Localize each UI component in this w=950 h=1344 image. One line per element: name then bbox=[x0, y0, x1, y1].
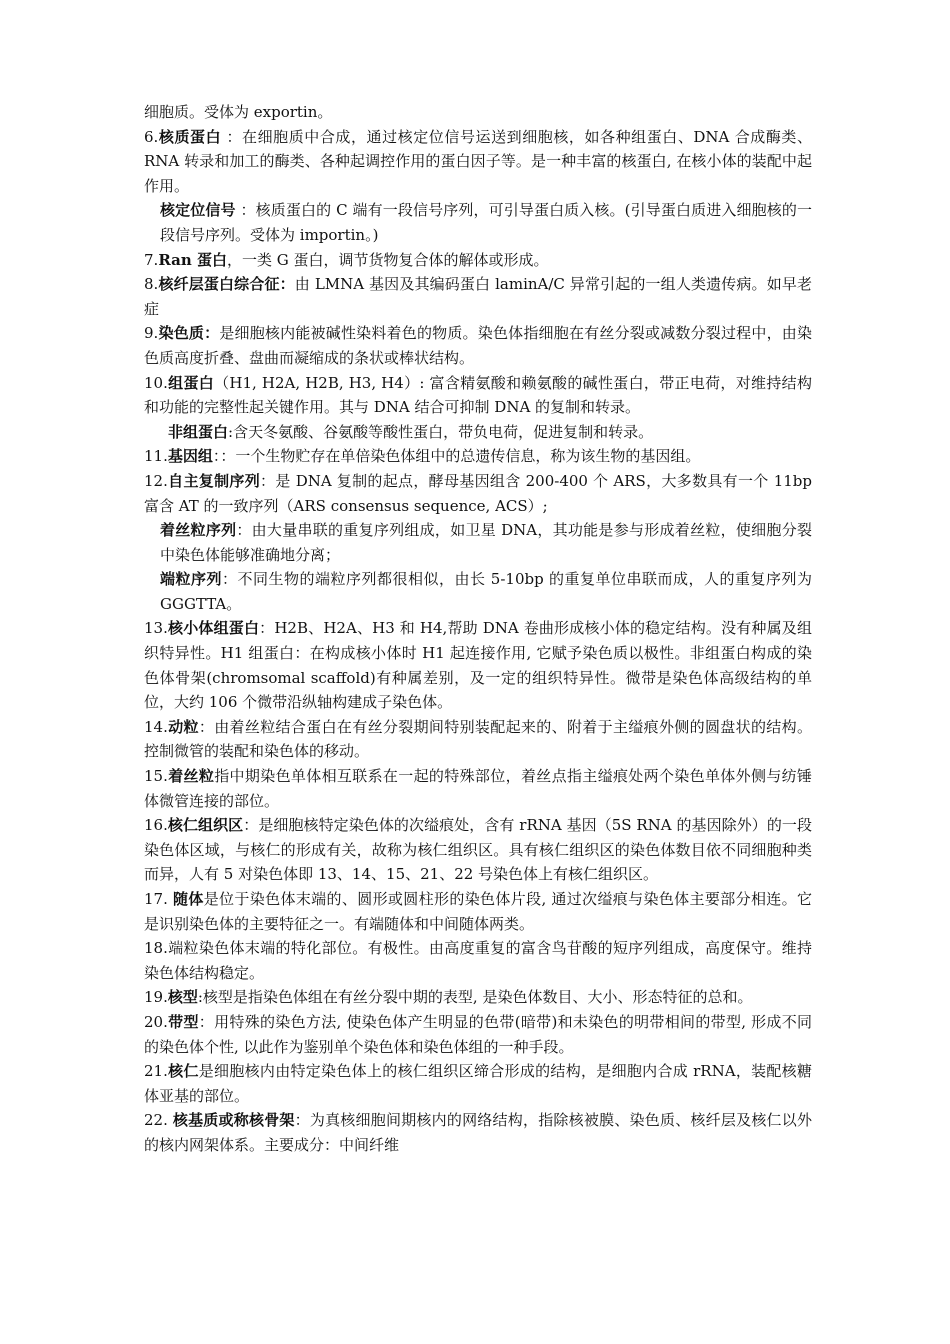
term-heading: 着丝粒序列 bbox=[160, 521, 237, 540]
paragraph-14 bbox=[144, 715, 812, 764]
paragraph-text: ：为真核细胞间期核内的网络结构，指除核被膜、染色质、核纤层及核仁以外的核内网架体系。主要成分：中间纤维 bbox=[144, 1111, 812, 1154]
paragraph-number: 17. bbox=[144, 890, 173, 908]
paragraph-text: :核型是指染色体组在有丝分裂中期的表型, 是染色体数目、大小、形态特征的总和。 bbox=[197, 988, 753, 1007]
term-heading: 自主复制序列 bbox=[167, 471, 261, 490]
paragraph-number: 10. bbox=[144, 373, 168, 392]
paragraph-text: :含天冬氨酸、谷氨酸等酸性蛋白，带负电荷，促进复制和转录。 bbox=[228, 422, 654, 441]
paragraph-number: 8. bbox=[144, 275, 159, 294]
paragraph-number: 19. bbox=[144, 988, 168, 1007]
paragraph-20 bbox=[144, 1010, 812, 1059]
paragraph-19 bbox=[144, 985, 812, 1010]
paragraph-centromere-seq bbox=[144, 518, 812, 567]
paragraph-text: ：H2B、H2A、H3 和 H4,帮助 DNA 卷曲形成核小体的稳定结构。没有种属及组织特异性。H1 组蛋白：在构成核小体时 H1 起连接作用, 它赋予染色质以极性。非组蛋白构成的染色体骨架(chromsomal scaffold)有种属差别，及一定的组织特异性。微带是染色体高级结构的单位，大约 106 个微带沿纵轴构建成子染色体。 bbox=[144, 619, 812, 712]
paragraph-text: ：：一个生物贮存在单倍染色体组中的总遗传信息，称为该生物的基因组。 bbox=[212, 447, 701, 466]
paragraph-number: 11. bbox=[144, 447, 168, 466]
paragraph-11 bbox=[144, 444, 812, 469]
term-heading: 端粒序列 bbox=[160, 570, 223, 589]
paragraph-12 bbox=[144, 469, 812, 518]
paragraph-10 bbox=[144, 371, 812, 420]
term-heading: 核小体组蛋白 bbox=[167, 619, 260, 638]
paragraph-nls bbox=[144, 198, 812, 247]
paragraph-number: 15. bbox=[144, 767, 168, 786]
paragraph-text: 指中期染色单体相互联系在一起的特殊部位，着丝点指主缢痕处两个染色单体外侧与纺锤体微管连接的部位。 bbox=[144, 767, 812, 810]
term-heading: Ran 蛋白 bbox=[158, 250, 227, 269]
paragraph-telomere-seq bbox=[144, 567, 812, 616]
paragraph-21 bbox=[144, 1059, 812, 1108]
paragraph-number: 14. bbox=[144, 717, 168, 736]
document-page bbox=[144, 100, 812, 1158]
paragraph-nonhistone bbox=[144, 420, 812, 445]
paragraph-number: 13. bbox=[144, 619, 168, 638]
paragraph-number: 16. bbox=[144, 816, 168, 835]
paragraph-number: 22. bbox=[144, 1111, 173, 1130]
paragraph-17 bbox=[144, 887, 812, 936]
term-heading: 核质蛋白 bbox=[158, 127, 222, 146]
paragraph-text: 是细胞核内能被碱性染料着色的物质。染色体指细胞在有丝分裂或减数分裂过程中，由染色质高度折叠、盘曲而凝缩成的条状或棒状结构。 bbox=[144, 324, 812, 367]
paragraph-text: （H1, H2A, H2B, H3, H4）: 富含精氨酸和赖氨酸的碱性蛋白，带正电荷，对维持结构和功能的完整性起关键作用。其与 DNA 结合可抑制 DNA 的复制和转录。 bbox=[144, 373, 812, 417]
term-heading: 动粒 bbox=[167, 717, 199, 736]
term-heading: 着丝粒 bbox=[167, 767, 215, 786]
paragraph-text: ：由大量串联的重复序列组成，如卫星 DNA，其功能是参与形成着丝粒，使细胞分裂中染色体能够准确地分离； bbox=[160, 521, 812, 564]
paragraph-number: 9. bbox=[144, 324, 159, 343]
term-heading: 核仁 bbox=[167, 1062, 199, 1081]
paragraph-number: 12. bbox=[144, 471, 168, 490]
paragraph-15 bbox=[144, 764, 812, 813]
paragraph-6 bbox=[144, 125, 812, 199]
paragraph-8 bbox=[144, 272, 812, 321]
paragraph-number: 21. bbox=[144, 1062, 168, 1081]
paragraph-number: 18. bbox=[144, 939, 168, 958]
paragraph-text: 是细胞核内由特定染色体上的核仁组织区缔合形成的结构，是细胞内合成 rRNA，装配核糖体亚基的部位。 bbox=[144, 1062, 812, 1105]
term-heading: 核仁组织区 bbox=[167, 816, 244, 835]
paragraph-7 bbox=[144, 248, 812, 273]
term-heading: 核基质或称核骨架 bbox=[172, 1111, 295, 1130]
paragraph-text: ：核质蛋白的 C 端有一段信号序列，可引导蛋白质入核。(引导蛋白质进入细胞核的一段信号序列。受体为 importin。) bbox=[160, 201, 812, 244]
paragraph-text: ：在细胞质中合成，通过核定位信号运送到细胞核，如各种组蛋白、DNA 合成酶类、RNA 转录和加工的酶类、各种起调控作用的蛋白因子等。是一种丰富的核蛋白, 在核小体的装配中起作用。 bbox=[144, 127, 812, 195]
paragraph-9 bbox=[144, 321, 812, 370]
paragraph-text: ：不同生物的端粒序列都很相似，由长 5-10bp 的重复单位串联而成，人的重复序列为 GGGTTA。 bbox=[160, 570, 812, 613]
paragraph-text: ：由着丝粒结合蛋白在有丝分裂期间特别装配起来的、附着于主缢痕外侧的圆盘状的结构。 控制微管的装配和染色体的移动。 bbox=[144, 717, 812, 761]
term-heading: 基因组 bbox=[167, 447, 213, 466]
paragraph-text: 端粒染色体末端的特化部位。有极性。由高度重复的富含鸟苷酸的短序列组成，高度保守。维持染色体结构稳定。 bbox=[144, 939, 812, 982]
paragraph-text: ：是 DNA 复制的起点，酵母基因组含 200-400 个 ARS，大多数具有一个 11bp 富含 AT 的一致序列（ARS consensus sequence, ACS）; bbox=[144, 471, 812, 515]
term-heading: 随体 bbox=[172, 890, 204, 908]
paragraph-0 bbox=[144, 100, 812, 125]
term-heading: 核纤层蛋白综合征： bbox=[158, 275, 295, 294]
term-heading: 非组蛋白 bbox=[168, 422, 229, 441]
paragraph-text: 细胞质。受体为 exportin。 bbox=[144, 103, 333, 121]
paragraph-number: 7. bbox=[144, 250, 159, 269]
paragraph-text: 由 LMNA 基因及其编码蛋白 laminA/C 异常引起的一组人类遗传病。如早老症 bbox=[144, 275, 812, 318]
paragraph-text: 是位于染色体末端的、圆形或圆柱形的染色体片段, 通过次缢痕与染色体主要部分相连。它是识别染色体的主要特征之一。有端随体和中间随体两类。 bbox=[144, 890, 812, 933]
paragraph-13 bbox=[144, 616, 812, 714]
term-heading: 核定位信号 bbox=[160, 201, 236, 220]
paragraph-text: ：是细胞核特定染色体的次缢痕处，含有 rRNA 基因（5S RNA 的基因除外）的一段染色体区域，与核仁的形成有关，故称为核仁组织区。具有核仁组织区的染色体数目依不同细胞种类而异，人有 5 对染色体即 13、14、15、21、22 号染色体上有核仁组织区。 bbox=[144, 816, 812, 884]
paragraph-text: ，一类 G 蛋白，调节货物复合体的解体或形成。 bbox=[226, 250, 549, 269]
term-heading: 核型 bbox=[167, 988, 198, 1007]
paragraph-18 bbox=[144, 936, 812, 985]
paragraph-number: 6. bbox=[144, 127, 159, 146]
paragraph-text: ：用特殊的染色方法, 使染色体产生明显的色带(暗带)和未染色的明带相间的带型, 形成不同的染色体个性, 以此作为鉴别单个染色体和染色体组的一种手段。 bbox=[144, 1012, 812, 1056]
paragraph-16 bbox=[144, 813, 812, 887]
term-heading: 带型 bbox=[167, 1012, 199, 1031]
term-heading: 染色质： bbox=[158, 324, 220, 343]
paragraph-number: 20. bbox=[144, 1012, 168, 1031]
paragraph-22 bbox=[144, 1108, 812, 1157]
term-heading: 组蛋白 bbox=[167, 373, 215, 392]
